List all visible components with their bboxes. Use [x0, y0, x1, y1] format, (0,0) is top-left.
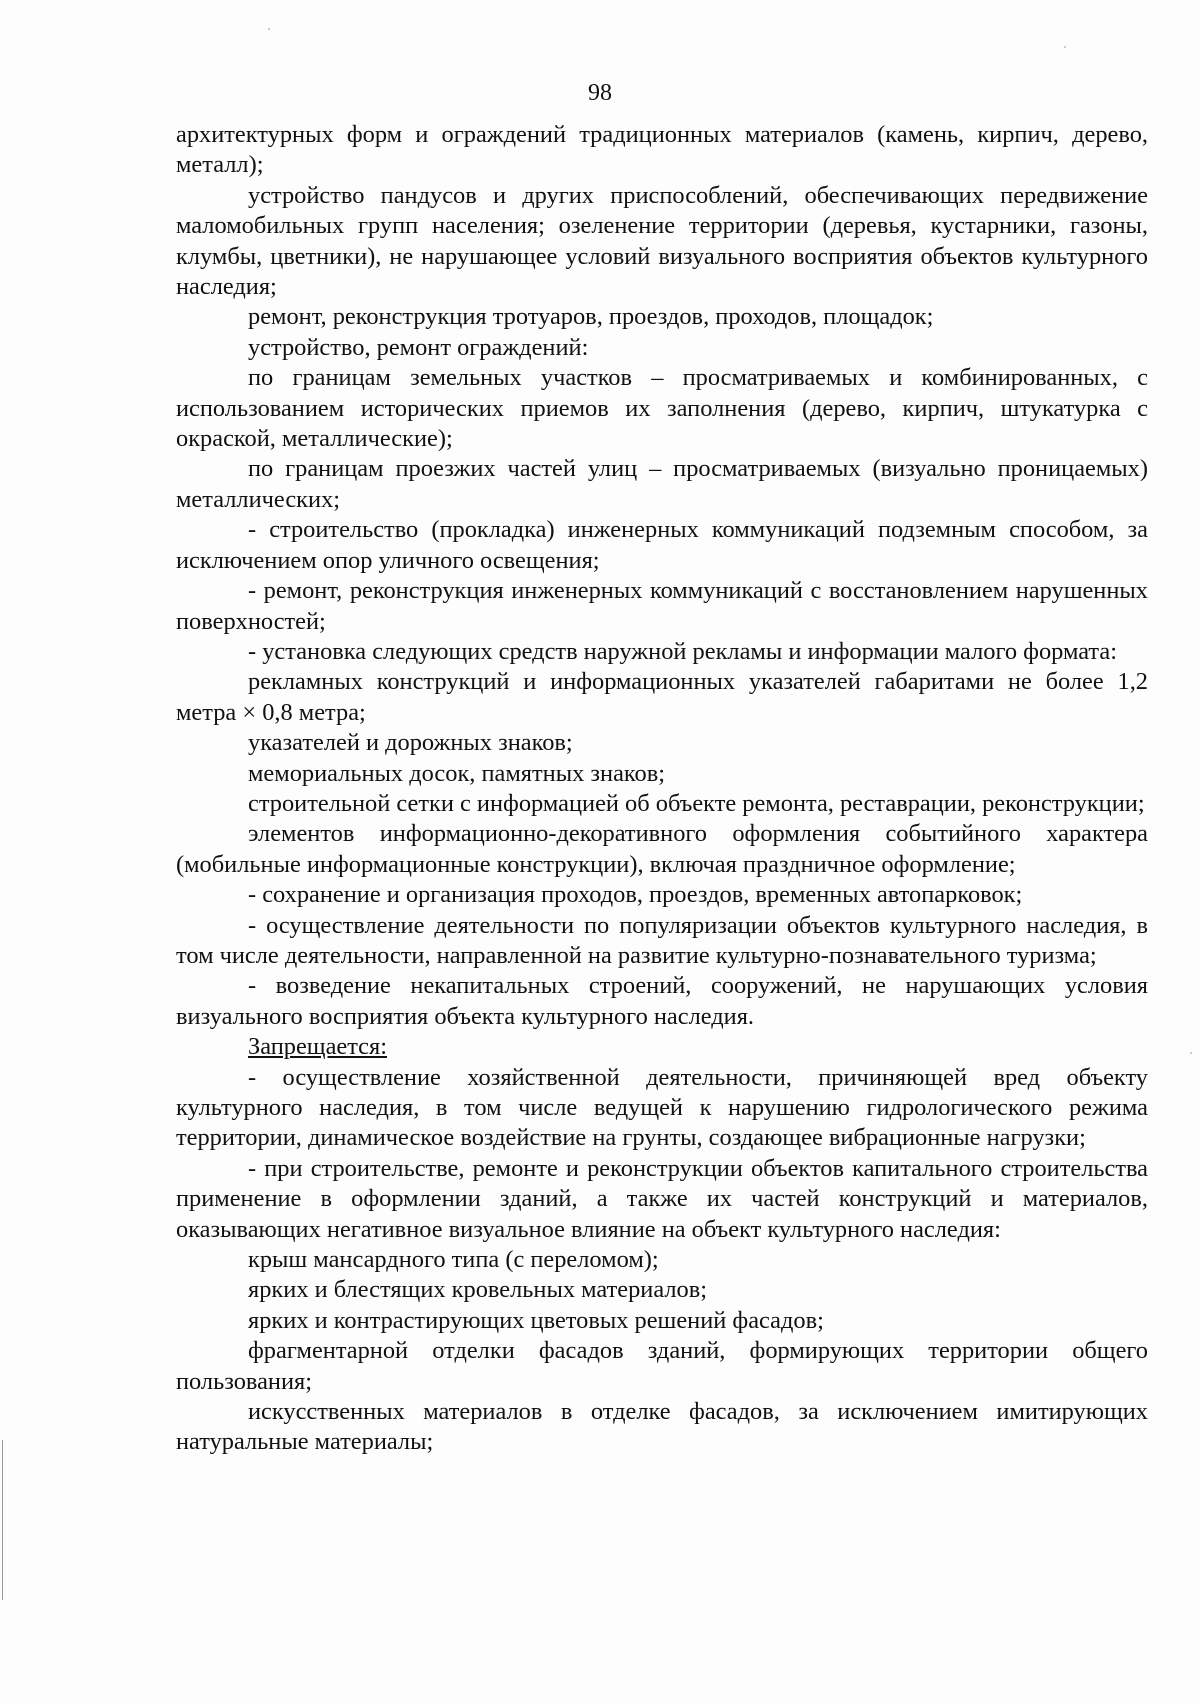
prohibited-heading: Запрещается:	[248, 1033, 388, 1061]
paragraph: - сохранение и организация проходов, проездов, временных автопарковок;	[248, 881, 1023, 909]
paragraph: фрагментарной отделки фасадов зданий, формирующих территории общего пользования;	[176, 1337, 1148, 1395]
paragraph: - осуществление хозяйственной деятельности, причиняющей вред объекту культурного наследия, в том числе ведущей к нарушению гидрологического режима территории, динамическое воздействие на грунты, создающее вибрационные нагрузки;	[176, 1063, 1148, 1152]
paragraph: - установка следующих средств наружной рекламы и информации малого формата:	[248, 637, 1117, 665]
paragraph: ярких и блестящих кровельных материалов;	[248, 1276, 708, 1304]
section-heading	[176, 1032, 1148, 1062]
scan-speck	[1190, 1052, 1192, 1054]
paragraph: ремонт, реконструкция тротуаров, проездов, проходов, площадок;	[248, 303, 934, 331]
paragraph: указателей и дорожных знаков;	[248, 729, 573, 757]
scan-speck	[1064, 46, 1066, 48]
paragraph: устройство пандусов и других приспособлений, обеспечивающих передвижение маломобильных групп населения; озеленение территории (деревья, кустарники, газоны, клумбы, цветники), не нарушающее условий визуального восприятия объектов культурного наследия;	[176, 181, 1148, 301]
paragraph: по границам земельных участков – просматриваемых и комбинированных, с использованием исторических приемов их заполнения (дерево, кирпич, штукатурка с окраской, металлические);	[176, 364, 1148, 453]
paragraph: крыш мансардного типа (с переломом);	[248, 1246, 659, 1274]
paragraph: строительной сетки с информацией об объекте ремонта, реставрации, реконструкции;	[248, 789, 1145, 817]
paragraph: искусственных материалов в отделке фасадов, за исключением имитирующих натуральные материалы;	[176, 1398, 1148, 1456]
paragraph: - при строительстве, ремонте и реконструкции объектов капитального строительства применение в оформлении зданий, а также их частей конструкций и материалов, оказывающих негативное визуальное влияние на объект культурного наследия:	[176, 1154, 1148, 1243]
paragraph: архитектурных форм и ограждений традиционных материалов (камень, кирпич, дерево, металл);	[176, 121, 1148, 179]
paragraph: - ремонт, реконструкция инженерных коммуникаций с восстановлением нарушенных поверхностей;	[176, 577, 1148, 635]
paragraph: мемориальных досок, памятных знаков;	[248, 759, 666, 787]
page-number: 98	[588, 80, 612, 106]
paragraph: элементов информационно-декоративного оформления событийного характера (мобильные информационные конструкции), включая праздничное оформление;	[176, 820, 1148, 878]
scan-speck	[268, 28, 270, 30]
paragraph: ярких и контрастирующих цветовых решений фасадов;	[248, 1306, 824, 1334]
paragraph: устройство, ремонт ограждений:	[248, 333, 589, 361]
paragraph: рекламных конструкций и информационных указателей габаритами не более 1,2 метра × 0,8 метра;	[176, 668, 1148, 726]
paragraph: по границам проезжих частей улиц – просматриваемых (визуально проницаемых) металлических;	[176, 455, 1148, 513]
scan-edge-line	[2, 1440, 3, 1600]
paragraph: - возведение некапитальных строений, сооружений, не нарушающих условия визуального восприятия объекта культурного наследия.	[176, 972, 1148, 1030]
paragraph: - осуществление деятельности по популяризации объектов культурного наследия, в том числе деятельности, направленной на развитие культурно-познавательного туризма;	[176, 911, 1148, 969]
paragraph: - строительство (прокладка) инженерных коммуникаций подземным способом, за исключением опор уличного освещения;	[176, 516, 1148, 574]
document-body	[176, 120, 1148, 1458]
